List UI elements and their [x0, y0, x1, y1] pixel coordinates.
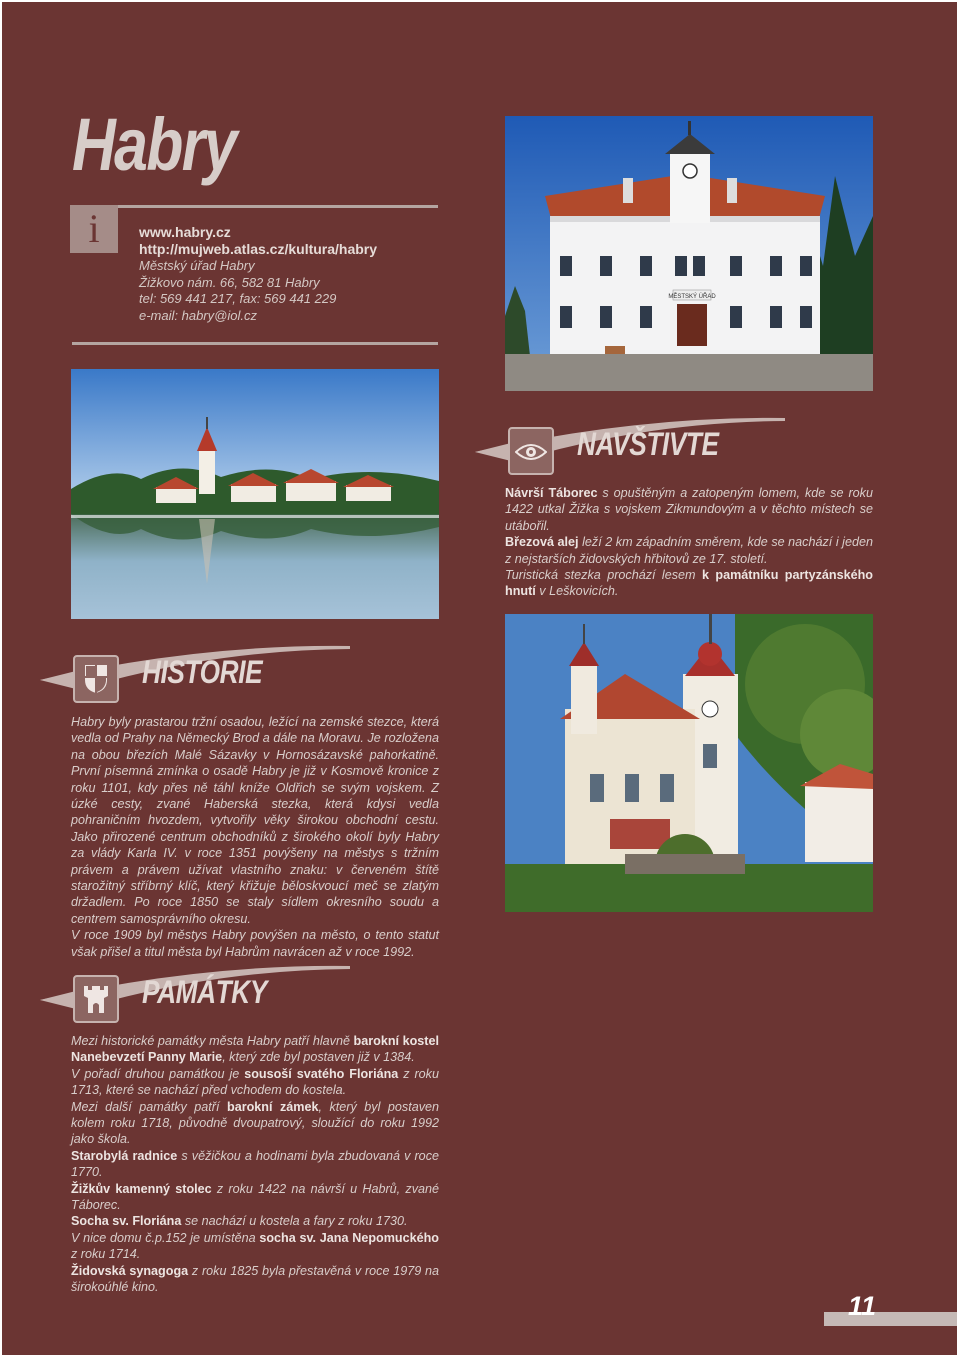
- paragraph: [505, 534, 873, 567]
- office-phone: tel: 569 441 217, fax: 569 441 229: [139, 291, 337, 306]
- paragraph: [71, 1066, 439, 1099]
- navstivte-banner: [475, 414, 795, 484]
- text: Turistická stezka prochází lesem: [505, 568, 702, 583]
- website-link[interactable]: www.habry.cz: [139, 224, 231, 240]
- text: V pořadí druhou památkou je: [71, 1066, 245, 1081]
- paragraph: [71, 1099, 439, 1148]
- castle-tower-icon: [82, 984, 110, 1014]
- office-email[interactable]: e-mail: habry@iol.cz: [139, 307, 257, 323]
- paragraph: [71, 1181, 439, 1214]
- page-number: 11: [848, 1291, 877, 1321]
- paragraph: [71, 1033, 439, 1066]
- church-photo: [505, 614, 873, 912]
- text: , který zde byl postaven již v 1384.: [222, 1050, 415, 1065]
- highlight: Březová alej: [505, 535, 579, 550]
- highlight: Žižkův kamenný stolec: [71, 1181, 212, 1196]
- highlight: k památníku partyzánského hnutí: [505, 568, 873, 599]
- pamatky-text: [71, 1033, 439, 1296]
- contact-block: [139, 224, 377, 324]
- navstivte-heading: NAVŠTIVTE: [577, 426, 719, 462]
- page-number-bar: [824, 1312, 957, 1326]
- text: leží 2 km západním směrem, kde se nachází i jeden z nejstarších židovských hřbitovů ze 17. století.: [505, 535, 873, 566]
- paragraph: [71, 1230, 439, 1263]
- historie-banner: [40, 642, 360, 712]
- paragraph: [71, 1213, 439, 1229]
- town-hall-photo: [505, 116, 873, 391]
- highlight: Návrší Táborec: [505, 486, 598, 500]
- office-address: Žižkovo nám. 66, 582 81 Habry: [139, 274, 320, 290]
- highlight: sousoší svatého Floriána: [244, 1066, 399, 1081]
- paragraph: [505, 485, 873, 534]
- highlight: socha sv. Jana Nepomuckého: [259, 1230, 439, 1245]
- text: s opuštěným a zatopeným lomem, kde se roku 1422 utkal Žižka s vojskem Zikmundovým a v těchto místech se utábořil.: [505, 486, 873, 533]
- page-title: Habry: [72, 103, 236, 186]
- brochure-page: [2, 2, 957, 1355]
- navstivte-text: [505, 485, 873, 600]
- office-name: Městský úřad Habry: [139, 258, 255, 273]
- text: s věžičkou a hodinami byla zbudovaná v roce 1770.: [71, 1148, 439, 1180]
- info-icon: i: [70, 205, 118, 253]
- text: z roku 1714.: [71, 1247, 141, 1262]
- pamatky-heading: PAMÁTKY: [142, 974, 267, 1010]
- text: z roku 1825 byla přestavěná v roce 1979 na širokoúhlé kino.: [71, 1263, 439, 1295]
- pamatky-banner: [40, 962, 360, 1032]
- highlight: Židovská synagoga: [71, 1263, 189, 1278]
- title-divider: [72, 205, 438, 208]
- highlight: barokní kostel Nanebevzetí Panny Marie: [71, 1034, 439, 1065]
- shield-icon: [84, 664, 108, 694]
- text: Mezi historické památky města Habry patří hlavně: [71, 1034, 354, 1048]
- eye-icon: [515, 442, 547, 462]
- paragraph: [505, 567, 873, 600]
- text: v Leškovicích.: [535, 584, 619, 599]
- paragraph: V roce 1909 byl městys Habry povýšen na město, o tento statut však přišel a titul města byl Habrům navrácen až v roce 1992.: [71, 928, 439, 959]
- contact-divider: [72, 342, 438, 345]
- text: z roku 1713, které se nachází před vchodem do kostela.: [71, 1066, 439, 1098]
- website-link-secondary[interactable]: http://mujweb.atlas.cz/kultura/habry: [139, 241, 378, 257]
- page-number-tab: [824, 1293, 957, 1328]
- paragraph: [71, 1148, 439, 1181]
- text: z roku 1422 na návrší u Habrů, zvané Táborec.: [71, 1181, 439, 1213]
- pond-reflection-photo: [71, 369, 439, 619]
- text: , který byl postaven kolem roku 1718, původně dvoupatrový, sloužící do roku 1992 jako škola.: [71, 1099, 440, 1147]
- highlight: Starobylá radnice: [71, 1148, 178, 1163]
- paragraph: [71, 1263, 439, 1296]
- historie-heading: HISTORIE: [142, 654, 263, 690]
- highlight: barokní zámek: [227, 1099, 319, 1114]
- text: se nachází u kostela a fary z roku 1730.: [181, 1214, 408, 1229]
- text: Mezi další památky patří: [71, 1099, 227, 1114]
- historie-text: [71, 714, 439, 960]
- town-hall-sign: MĚSTSKÝ ÚŘAD: [668, 294, 716, 300]
- text: V nice domu č.p.152 je umístěna: [71, 1230, 260, 1245]
- paragraph: Habry byly prastarou tržní osadou, ležící na zemské stezce, která vedla od Prahy na Německý Brod a dále na Moravu. Je rozložena na obou březích Malé Sázavky v Hornosázavské pahorkatině. První písemná zmínka o osadě Habry je již v Kosmově kronice z roku 1101, kdy přes ně táhl kníže Oldřich se svým vojskem. Z úzké cesty, zvané Haberská stezka, která kdysi vedla pohraničním hvozdem, vytvořily věky širokou obchodní cestu. Jako přirozené centrum obchodníků z širokého okolí byly Habry za vlády Karla IV. v roce 1351 povýšeny na městys s tržním právem a právem užívat vlastního znaku: v červeném štítě starožitný stříbrný klíč, který křižuje běloskvoucí meč se zlatým držadlem. Po roce 1850 se staly sídlem okresního soudu a centrem samosprávního okresu.: [71, 715, 439, 926]
- highlight: Socha sv. Floriána: [71, 1214, 182, 1229]
